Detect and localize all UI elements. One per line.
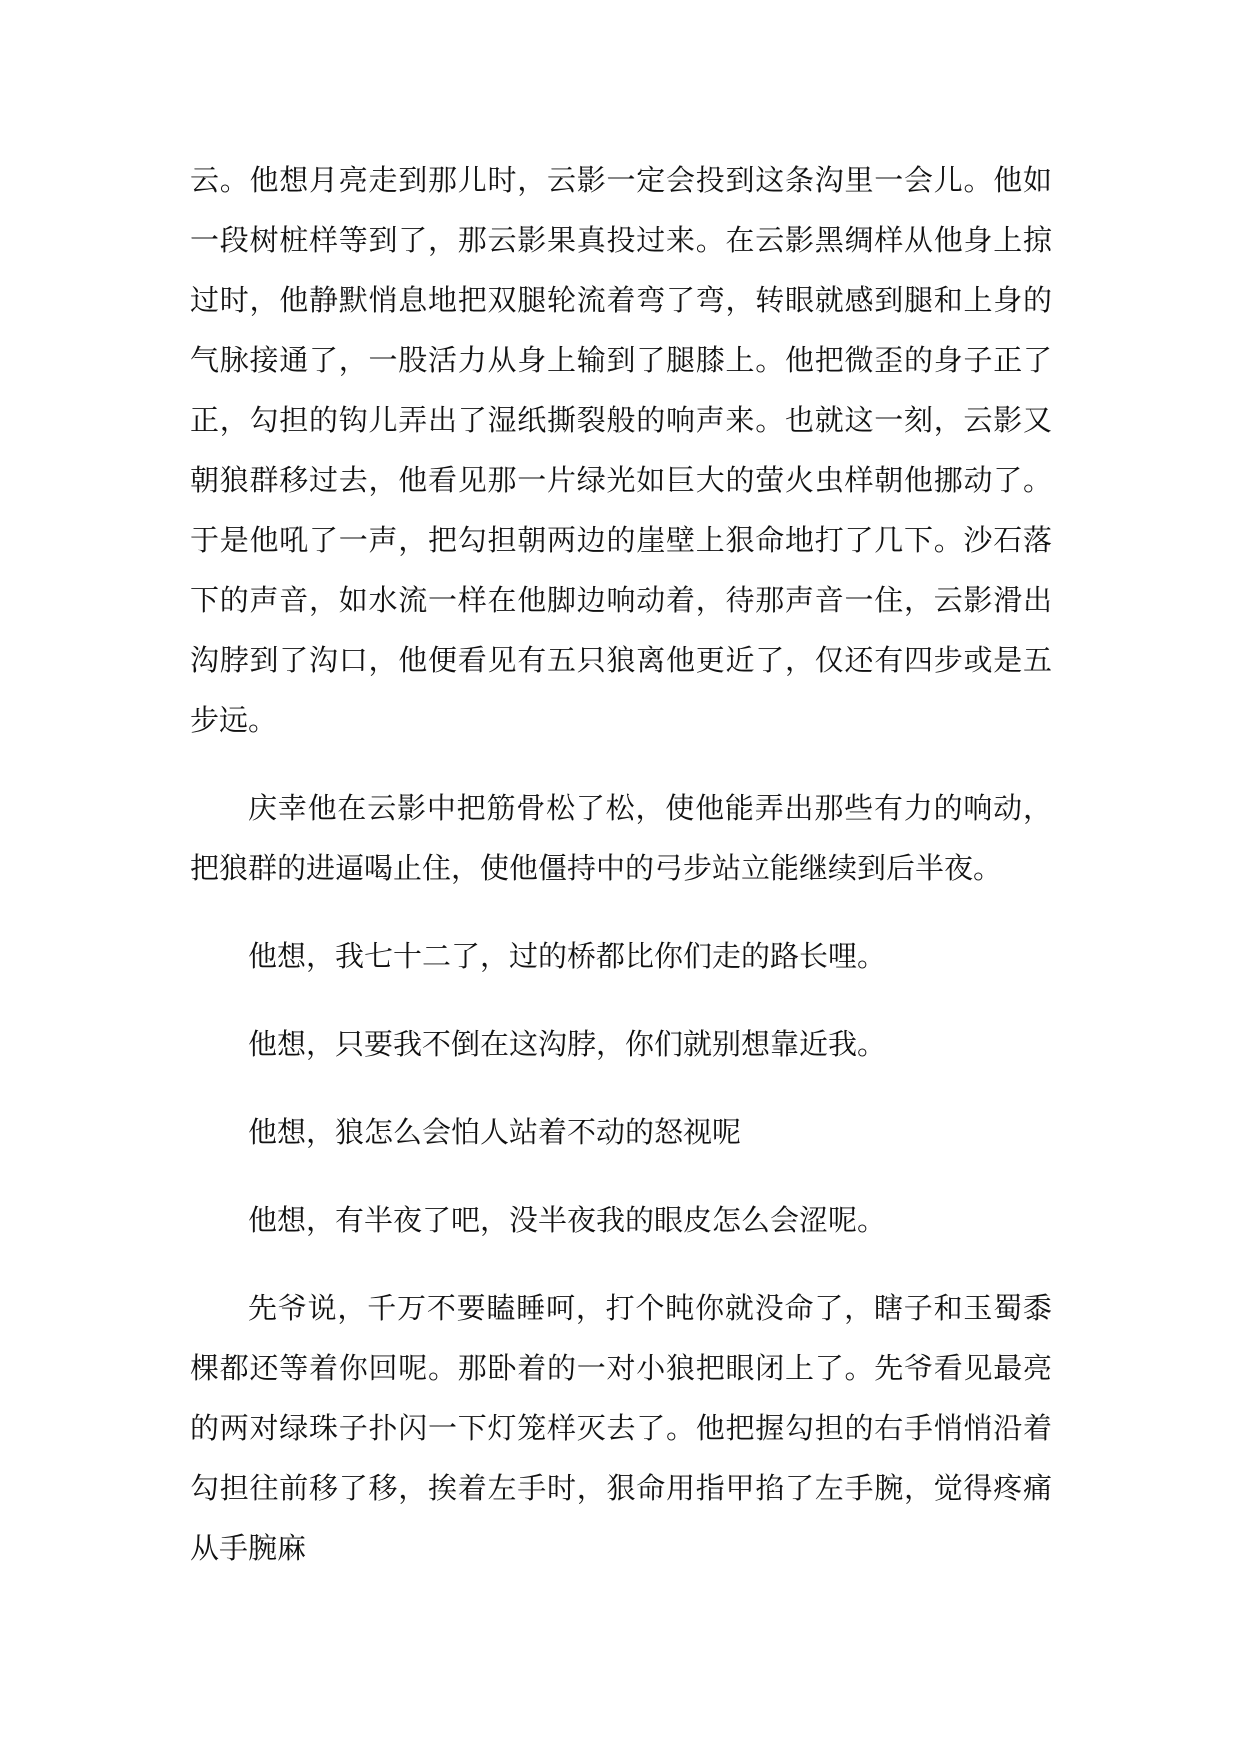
paragraph-1: 云。他想月亮走到那儿时，云影一定会投到这条沟里一会儿。他如一段树桩样等到了，那云影果真投过来。在云影黑绸样从他身上掠过时，他静默悄息地把双腿轮流着弯了弯，转眼就感到腿和上身的气脉接通了，一股活力从身上输到了腿膝上。他把微歪的身子正了正，勾担的钩儿弄出了湿纸撕裂般的响声来。也就这一刻，云影又朝狼群移过去，他看见那一片绿光如巨大的萤火虫样朝他挪动了。于是他吼了一声，把勾担朝两边的崖壁上狠命地打了几下。沙石落下的声音，如水流一样在他脚边响动着，待那声音一住，云影滑出沟脖到了沟口，他便看见有五只狼离他更近了，仅还有四步或是五步远。	[190, 163, 1052, 737]
paragraph-6: 他想，有半夜了吧，没半夜我的眼皮怎么会涩呢。	[248, 1203, 887, 1237]
paragraph-gap	[190, 1162, 1052, 1190]
paragraph-gap	[190, 986, 1052, 1014]
document-body	[190, 150, 1052, 1578]
paragraph-2: 庆幸他在云影中把筋骨松了松，使他能弄出那些有力的响动，把狼群的进逼喝止住，使他僵持中的弓步站立能继续到后半夜。	[190, 791, 1052, 885]
paragraph-gap	[190, 750, 1052, 778]
paragraph-3: 他想，我七十二了，过的桥都比你们走的路长哩。	[248, 939, 887, 973]
paragraph-gap	[190, 1074, 1052, 1102]
paragraph-7: 先爷说，千万不要瞌睡呵，打个盹你就没命了，瞎子和玉蜀黍棵都还等着你回呢。那卧着的一对小狼把眼闭上了。先爷看见最亮的两对绿珠子扑闪一下灯笼样灭去了。他把握勾担的右手悄悄沿着勾担往前移了移，挨着左手时，狠命用指甲掐了左手腕，觉得疼痛从手腕麻	[190, 1291, 1052, 1565]
paragraph-5: 他想，狼怎么会怕人站着不动的怒视呢	[248, 1115, 742, 1149]
paragraph-gap	[190, 1250, 1052, 1278]
paragraph-4: 他想，只要我不倒在这沟脖，你们就别想靠近我。	[248, 1027, 887, 1061]
paragraph-gap	[190, 898, 1052, 926]
